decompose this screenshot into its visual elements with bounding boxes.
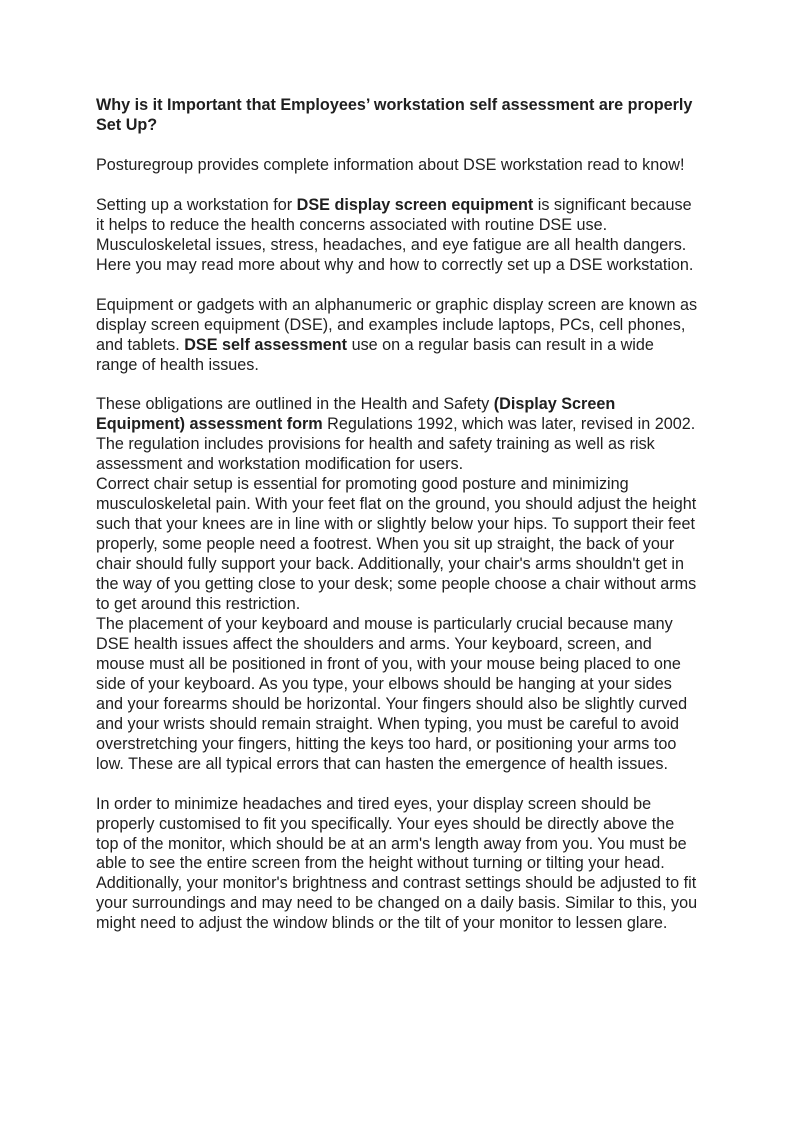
paragraph-dse-equipment	[96, 196, 698, 276]
document-page	[96, 96, 698, 954]
paragraph-display-screen: In order to minimize headaches and tired eyes, your display screen should be properly customised to fit you specifically. Your eyes should be directly above the top of the monitor, which should be at an arm's length away from you. You must be able to see the entire screen from the height without turning or tilting your head. Additionally, your monitor's brightness and contrast settings should be adjusted to fit your surroundings and may need to be changed on a daily basis. Similar to this, you might need to adjust the window blinds or the tilt of your monitor to lessen glare.	[96, 794, 698, 933]
paragraph-dse-definition	[96, 296, 698, 376]
paragraph-text: Regulations 1992, which was later, revised in 2002. The regulation includes provisions for health and safety training as well as risk assessment and workstation modification for users.	[96, 415, 696, 474]
paragraph-text: use on a regular basis can result in a wide range of health issues.	[96, 335, 654, 374]
intro-paragraph: Posturegroup provides complete information about DSE workstation read to know!	[96, 155, 685, 174]
keyword-dse-self-assessment: DSE self assessment	[184, 335, 348, 354]
paragraph-text: These obligations are outlined in the Health and Safety	[96, 395, 494, 414]
keyword-dse-display-screen-equipment: DSE display screen equipment	[296, 195, 534, 214]
paragraph-text: is significant because it helps to reduce the health concerns associated with routine DSE use. Musculoskeletal issues, stress, headaches, and eye fatigue are all health dangers. Here you may read more about why and how to correctly set up a DSE workstation.	[96, 195, 694, 274]
keyword-assessment-form: (Display Screen Equipment) assessment form	[96, 395, 616, 434]
paragraph-text: Equipment or gadgets with an alphanumeric or graphic display screen are known as display screen equipment (DSE), and examples include laptops, PCs, cell phones, and tablets.	[96, 295, 698, 354]
paragraph-regulations	[96, 395, 698, 475]
document-title: Why is it Important that Employees’ workstation self assessment are properly Set Up?	[96, 96, 693, 134]
paragraph-chair-setup: Correct chair setup is essential for promoting good posture and minimizing musculoskeletal pain. With your feet flat on the ground, you should adjust the height such that your knees are in line with or slightly below your hips. To support their feet properly, some people need a footrest. When you sit up straight, the back of your chair should fully support your back. Additionally, your chair's arms shouldn't get in the way of you getting close to your desk; some people choose a chair without arms to get around this restriction.	[96, 475, 697, 614]
paragraph-text: Setting up a workstation for	[96, 195, 297, 214]
paragraph-keyboard-mouse: The placement of your keyboard and mouse is particularly crucial because many DSE health issues affect the shoulders and arms. Your keyboard, screen, and mouse must all be positioned in front of you, with your mouse being placed to one side of your keyboard. As you type, your elbows should be hanging at your sides and your forearms should be horizontal. Your fingers should also be slightly curved and your wrists should remain straight. When typing, you must be careful to avoid overstretching your fingers, hitting the keys too hard, or positioning your arms too low. These are all typical errors that can hasten the emergence of health issues.	[96, 614, 688, 773]
